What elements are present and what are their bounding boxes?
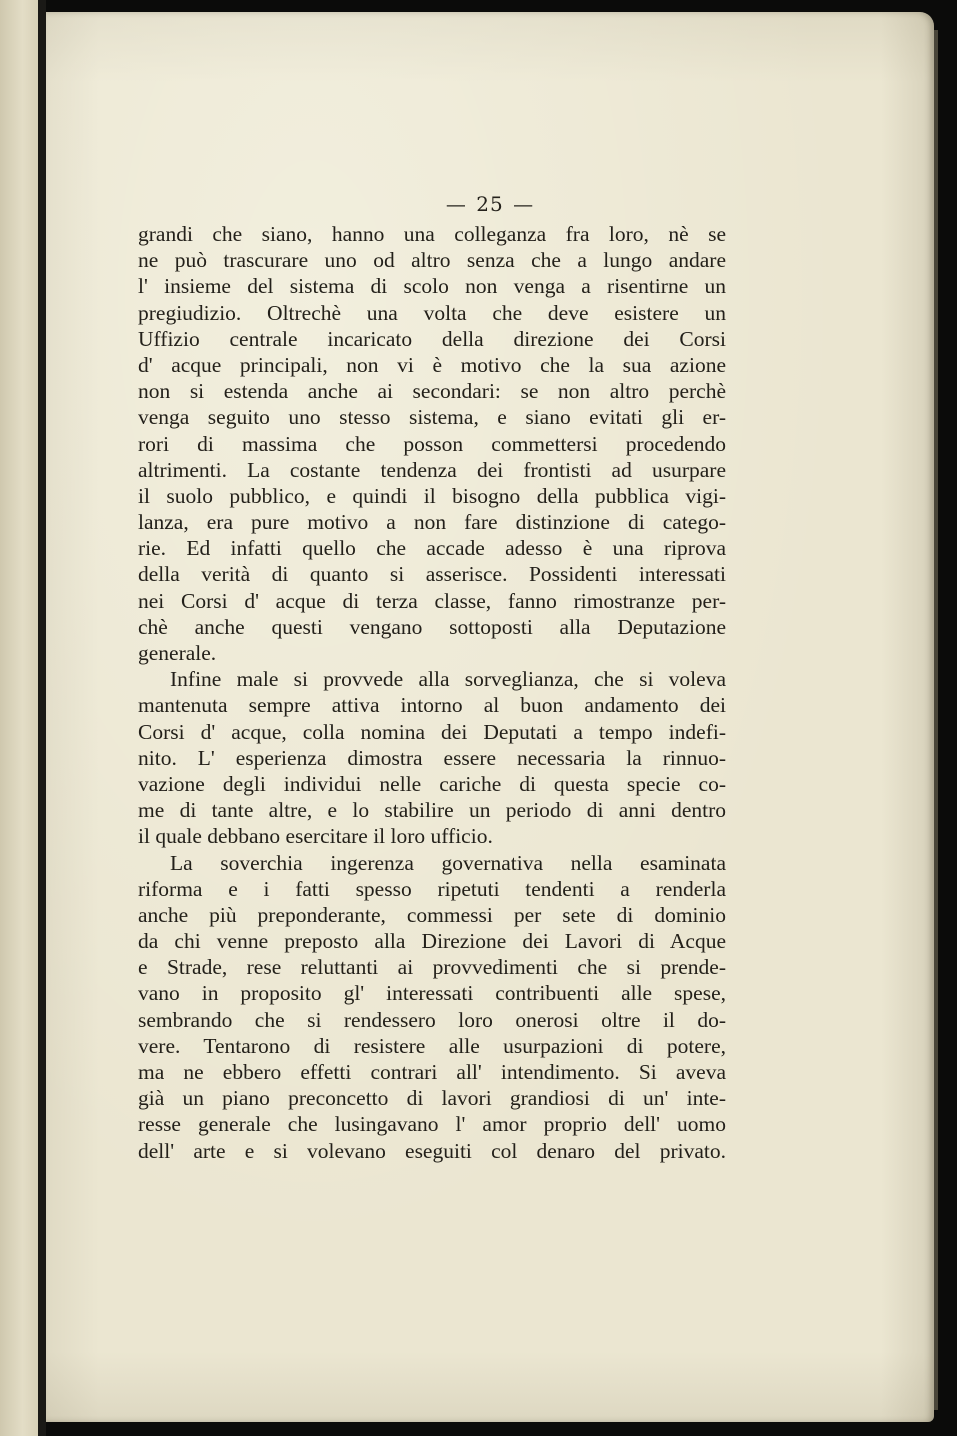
facing-page-edge <box>0 0 38 1436</box>
text-line: resse generale che lusingavano l' amor proprio dell' uomo <box>138 1112 726 1137</box>
body-text <box>138 221 726 1164</box>
text-line: da chi venne preposto alla Direzione dei Lavori di Acque <box>138 929 726 954</box>
text-line: ne può trascurare uno od altro senza che a lungo andare <box>138 248 726 273</box>
text-line-paragraph-end: generale. <box>138 641 217 665</box>
text-line: me di tante altre, e lo stabilire un periodo di anni dentro <box>138 798 726 823</box>
text-line-paragraph-start: Infine male si provvede alla sorveglianza, che si voleva <box>170 667 726 692</box>
text-line: grandi che siano, hanno una colleganza fra loro, nè se <box>138 222 726 246</box>
text-line: nei Corsi d' acque di terza classe, fanno rimostranze per- <box>138 588 726 613</box>
text-line: riforma e i fatti spesso ripetuti tendenti a renderla <box>138 876 726 901</box>
text-line: lanza, era pure motivo a non fare distinzione di catego- <box>138 510 726 535</box>
text-line: il suolo pubblico, e quindi il bisogno della pubblica vigi- <box>138 483 726 508</box>
text-line: e Strade, rese reluttanti ai provvedimenti che si prende- <box>138 955 726 980</box>
text-line: nito. L' esperienza dimostra essere necessaria la rinnuo- <box>138 745 726 770</box>
text-line: sembrando che si rendessero loro onerosi oltre il do- <box>138 1007 726 1032</box>
text-line: vere. Tentarono di resistere alle usurpazioni di potere, <box>138 1033 726 1058</box>
book-gutter <box>38 0 46 1436</box>
text-line: altrimenti. La costante tendenza dei frontisti ad usurpare <box>138 457 726 482</box>
text-line: ma ne ebbero effetti contrari all' intendimento. Si aveva <box>138 1060 726 1084</box>
text-line: pregiudizio. Oltrechè una volta che deve esistere un <box>138 300 726 325</box>
text-line: vazione degli individui nelle cariche di questa specie co- <box>138 771 726 796</box>
text-line: dell' arte e si volevano eseguiti col denaro del privato. <box>138 1138 726 1163</box>
text-line: Uffizio centrale incaricato della direzione dei Corsi <box>138 326 726 351</box>
text-line: della verità di quanto si asserisce. Possidenti interessati <box>138 562 726 587</box>
page-number <box>46 192 934 216</box>
text-line: vano in proposito gl' interessati contribuenti alle spese, <box>138 981 726 1006</box>
page-number-value: 25 <box>476 192 504 216</box>
text-line: mantenuta sempre attiva intorno al buon andamento dei <box>138 693 726 718</box>
text-line: venga seguito uno stesso sistema, e siano evitati gli er- <box>138 405 726 430</box>
page-number-dash-right: — <box>513 192 535 216</box>
text-line: l' insieme del sistema di scolo non venga a risentirne un <box>138 274 726 299</box>
text-line: rori di massima che posson commettersi procedendo <box>138 431 726 456</box>
text-line: già un piano preconcetto di lavori grandiosi di un' inte- <box>138 1086 726 1111</box>
text-line: rie. Ed infatti quello che accade adesso è una riprova <box>138 536 726 561</box>
text-line-paragraph-end: il quale debbano esercitare il loro ufficio. <box>138 824 493 849</box>
page-right-edge-shadow <box>934 30 938 1410</box>
text-line: non si estenda anche ai secondari: se non altro perchè <box>138 379 726 404</box>
text-line: Corsi d' acque, colla nomina dei Deputati a tempo indefi- <box>138 719 726 744</box>
page-number-dash-left: — <box>445 192 467 216</box>
text-line-paragraph-start: La soverchia ingerenza governativa nella esaminata <box>170 850 726 875</box>
text-line: anche più preponderante, commessi per sete di dominio <box>138 902 726 927</box>
text-line: chè anche questi vengano sottoposti alla Deputazione <box>138 614 726 639</box>
text-line: d' acque principali, non vi è motivo che la sua azione <box>138 352 726 377</box>
